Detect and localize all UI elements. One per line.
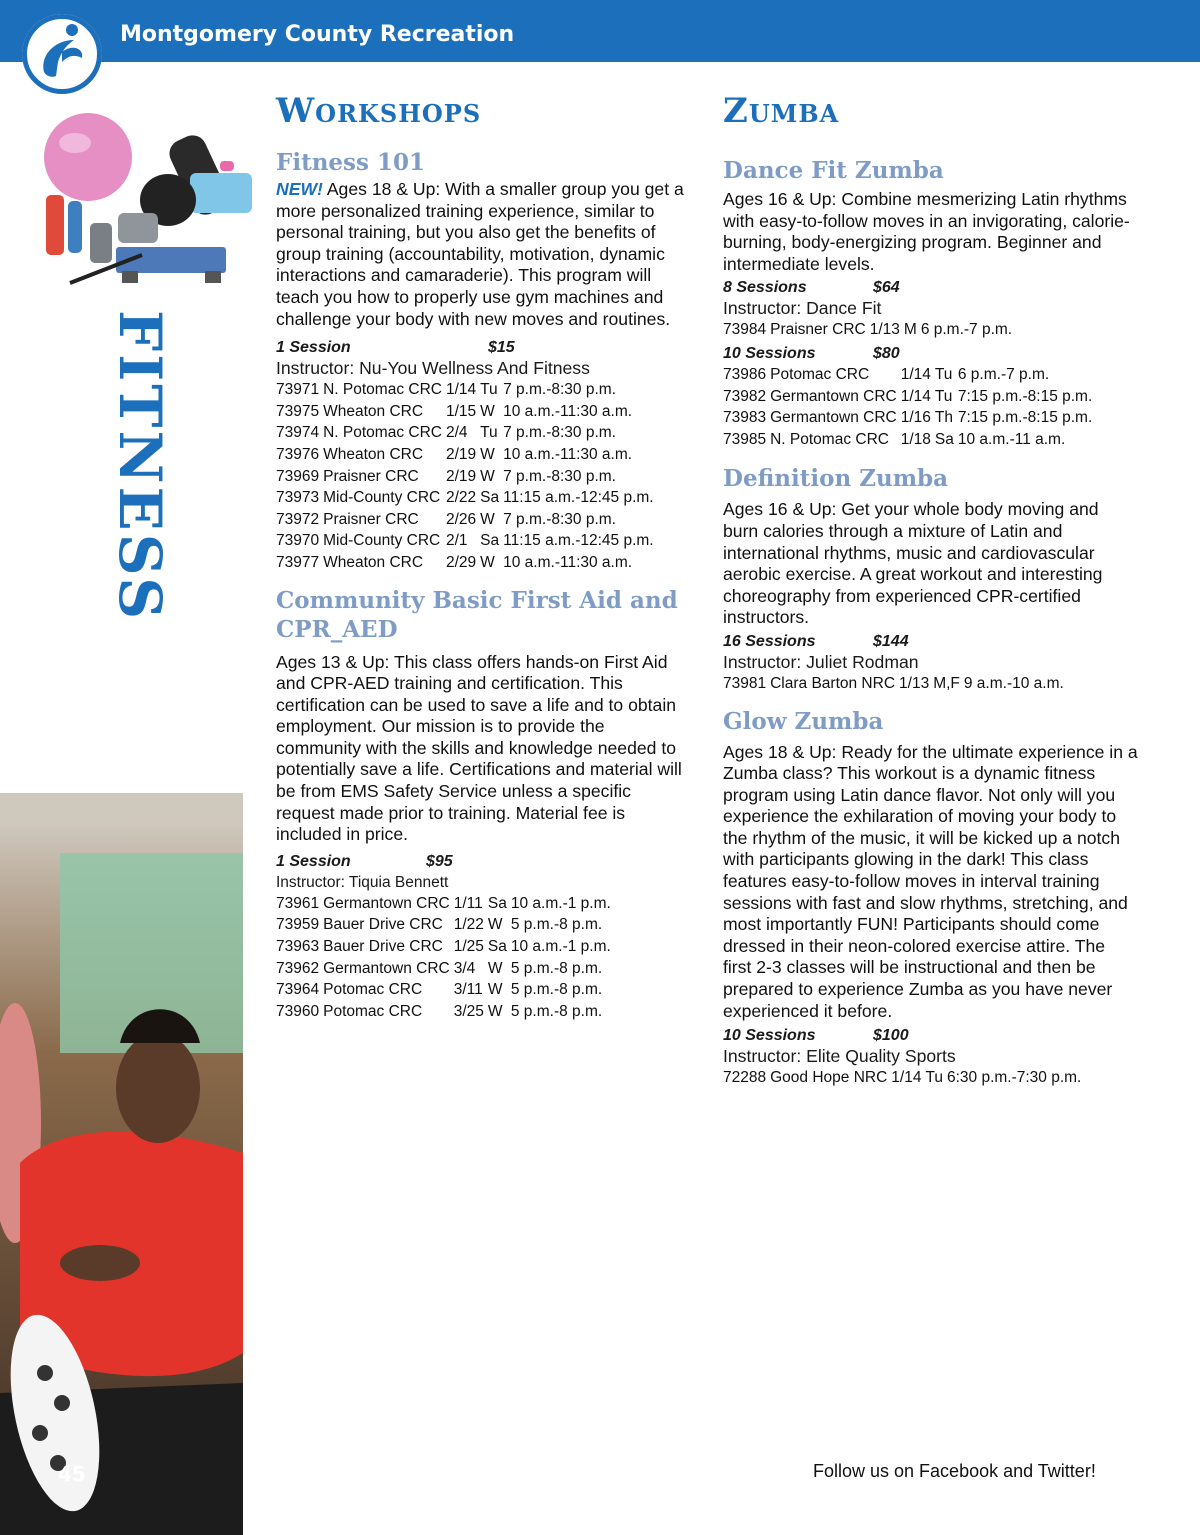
schedule-row xyxy=(723,1067,1085,1089)
class-day: W xyxy=(480,510,495,528)
class-day: M,F xyxy=(933,674,960,692)
fitness101-instructor: Instructor: Nu-You Wellness And Fitness xyxy=(276,358,590,379)
session-count: 10 Sessions xyxy=(723,344,816,362)
class-day: W xyxy=(487,959,503,977)
schedule-row xyxy=(276,914,615,936)
session-count: 8 Sessions xyxy=(723,279,807,297)
class-location: Potomac CRC xyxy=(323,1002,423,1020)
glow-session-info xyxy=(723,1026,1138,1046)
class-location: Mid-County CRC xyxy=(323,489,441,507)
class-date: 1/14 xyxy=(891,1069,922,1087)
class-location: N. Potomac CRC xyxy=(323,381,442,399)
definition-session-info xyxy=(723,632,1138,652)
dancefit-description: Ages 16 & Up: Combine mesmerizing Latin rhythms with easy-to-follow moves in an invigorating, calorie-burning, body-energizing program. Beginner and intermediate levels. xyxy=(723,189,1130,274)
class-date: 2/4 xyxy=(445,424,468,442)
class-code: 73981 xyxy=(723,674,767,692)
class-time: 6 p.m.-7 p.m. xyxy=(957,365,1050,383)
class-date: 1/15 xyxy=(445,402,477,420)
class-time: 6:30 p.m.-7:30 p.m. xyxy=(946,1069,1082,1087)
class-date: 1/13 xyxy=(899,674,930,692)
class-location: Germantown CRC xyxy=(323,894,450,912)
class-location: Potomac CRC xyxy=(770,365,870,383)
class-location: Wheaton CRC xyxy=(323,553,424,571)
class-day: W xyxy=(480,553,495,571)
session-count: 1 Session xyxy=(276,339,351,357)
schedule-row xyxy=(276,509,658,531)
fitness-equipment-image xyxy=(30,105,260,290)
class-day: Sa xyxy=(487,894,507,912)
firstaid-title: Community Basic First Aid and CPR_AED xyxy=(276,586,678,643)
session-price: $15 xyxy=(488,339,515,357)
schedule-row xyxy=(276,466,658,488)
class-code: 73964 xyxy=(276,981,320,999)
class-day: Th xyxy=(934,409,953,427)
schedule-row xyxy=(276,401,658,423)
session-price: $95 xyxy=(426,852,453,870)
class-time: 7 p.m.-8:30 p.m. xyxy=(503,381,616,399)
class-date: 3/25 xyxy=(453,1002,484,1020)
class-date: 3/11 xyxy=(453,981,483,999)
definition-description: Ages 16 & Up: Get your whole body moving and burn calories through a mixture of Latin and international rhythms, music and cardiovascular aerobic exercise. A great workout and interesting choreography from experienced CPR-certified instructors. xyxy=(723,499,1103,628)
class-day: Tu xyxy=(480,381,498,399)
schedule-row xyxy=(723,364,1096,386)
class-code: 73959 xyxy=(276,916,320,934)
class-time: 10 a.m.-1 p.m. xyxy=(510,894,611,912)
class-time: 9 a.m.-10 a.m. xyxy=(963,674,1064,692)
class-date: 2/19 xyxy=(445,467,477,485)
section-vertical-title xyxy=(100,310,180,623)
class-date: 2/1 xyxy=(445,532,468,550)
dancefit-schedule-table-2 xyxy=(723,364,1096,450)
athlete-stretching-photo xyxy=(0,793,243,1535)
class-date: 1/11 xyxy=(453,894,483,912)
class-location: N. Potomac CRC xyxy=(323,424,442,442)
session-price: $80 xyxy=(873,344,900,362)
org-name: Montgomery County Recreation xyxy=(120,22,515,47)
dancefit-session-info-1 xyxy=(723,278,1138,298)
class-code: 73986 xyxy=(723,365,767,383)
class-location: Bauer Drive CRC xyxy=(323,916,443,934)
class-date: 1/13 xyxy=(869,321,900,339)
class-code: 73961 xyxy=(276,894,320,912)
class-code: 73962 xyxy=(276,959,320,977)
schedule-row xyxy=(276,893,615,915)
workshops-column xyxy=(276,88,691,1022)
class-time: 7 p.m.-8:30 p.m. xyxy=(503,510,616,528)
firstaid-description: Ages 13 & Up: This class offers hands-on First Aid and CPR-AED training and certification. This certification can be used to save a life and to obtain employment. Our mission is to provide the community with the skills and knowledge needed to potentially save a life. Certifications and material will be from EMS Safety Service unless a specific request made prior to training. Material fee is included in price. xyxy=(276,651,682,845)
class-code: 73969 xyxy=(276,467,320,485)
class-day: W xyxy=(480,467,495,485)
class-code: 73984 xyxy=(723,321,767,339)
firstaid-instructor: Instructor: Tiquia Bennett xyxy=(276,873,449,891)
class-day: W xyxy=(487,1002,503,1020)
glow-title: Glow Zumba xyxy=(723,707,884,735)
class-location: Praisner CRC xyxy=(323,510,419,528)
class-time: 5 p.m.-8 p.m. xyxy=(510,981,603,999)
firstaid-schedule-table xyxy=(276,893,615,1023)
schedule-row xyxy=(276,379,658,401)
class-code: 73976 xyxy=(276,445,320,463)
schedule-row xyxy=(276,487,658,509)
class-location: Germantown CRC xyxy=(770,387,897,405)
class-location: N. Potomac CRC xyxy=(770,430,889,448)
class-code: 72288 xyxy=(723,1069,767,1087)
class-day: M xyxy=(903,321,917,339)
session-price: $64 xyxy=(873,279,900,297)
class-time: 7 p.m.-8:30 p.m. xyxy=(503,424,616,442)
definition-title: Definition Zumba xyxy=(723,465,949,493)
class-day: W xyxy=(480,402,495,420)
schedule-row xyxy=(276,936,615,958)
class-location: Germantown CRC xyxy=(770,409,897,427)
class-code: 73975 xyxy=(276,402,320,420)
class-time: 5 p.m.-8 p.m. xyxy=(510,1002,603,1020)
class-day: Sa xyxy=(934,430,954,448)
page-number: 45 xyxy=(58,1462,86,1486)
dancefit-schedule-table-1 xyxy=(723,319,1016,341)
class-date: 1/16 xyxy=(900,409,931,427)
class-code: 73970 xyxy=(276,532,320,550)
schedule-row xyxy=(276,1001,615,1023)
dancefit-session-info-2 xyxy=(723,344,1138,364)
class-location: Germantown CRC xyxy=(323,959,450,977)
class-time: 6 p.m.-7 p.m. xyxy=(920,321,1013,339)
class-time: 7 p.m.-8:30 p.m. xyxy=(503,467,616,485)
class-location: Good Hope NRC xyxy=(770,1069,888,1087)
class-day: W xyxy=(487,916,503,934)
class-code: 73985 xyxy=(723,430,767,448)
fitness101-session-info xyxy=(276,338,691,358)
class-code: 73963 xyxy=(276,938,320,956)
class-date: 2/22 xyxy=(445,489,477,507)
class-time: 10 a.m.-11:30 a.m. xyxy=(503,402,633,420)
class-code: 73983 xyxy=(723,409,767,427)
class-code: 73972 xyxy=(276,510,320,528)
class-time: 10 a.m.-11:30 a.m. xyxy=(503,553,633,571)
session-price: $100 xyxy=(873,1027,909,1045)
mcr-logo-icon xyxy=(22,14,102,94)
schedule-row xyxy=(723,429,1096,451)
session-count: 10 Sessions xyxy=(723,1027,816,1045)
class-day: Sa xyxy=(480,532,500,550)
zumba-title: Zumba xyxy=(723,91,840,131)
class-day: Tu xyxy=(925,1069,943,1087)
class-date: 1/14 xyxy=(900,365,931,383)
class-day: Sa xyxy=(480,489,500,507)
class-time: 7:15 p.m.-8:15 p.m. xyxy=(957,387,1093,405)
class-day: Tu xyxy=(934,365,953,383)
class-code: 73977 xyxy=(276,553,320,571)
dancefit-instructor: Instructor: Dance Fit xyxy=(723,298,882,319)
fitness101-title: Fitness 101 xyxy=(276,149,425,176)
schedule-row xyxy=(276,958,615,980)
fitness101-schedule-table xyxy=(276,379,658,573)
schedule-row xyxy=(723,673,1068,695)
class-location: Praisner CRC xyxy=(323,467,419,485)
class-location: Praisner CRC xyxy=(770,321,866,339)
class-code: 73971 xyxy=(276,381,320,399)
class-day: Tu xyxy=(480,424,498,442)
class-time: 11:15 a.m.-12:45 p.m. xyxy=(503,532,654,550)
class-date: 2/29 xyxy=(445,553,477,571)
header-bar xyxy=(0,0,1200,62)
schedule-row xyxy=(276,444,658,466)
definition-instructor: Instructor: Juliet Rodman xyxy=(723,651,919,672)
class-date: 1/22 xyxy=(453,916,484,934)
class-code: 73960 xyxy=(276,1002,320,1020)
class-code: 73982 xyxy=(723,387,767,405)
class-date: 1/14 xyxy=(900,387,931,405)
class-time: 7:15 p.m.-8:15 p.m. xyxy=(957,409,1093,427)
class-time: 5 p.m.-8 p.m. xyxy=(510,959,603,977)
class-location: Wheaton CRC xyxy=(323,445,424,463)
schedule-row xyxy=(723,386,1096,408)
class-time: 10 a.m.-11:30 a.m. xyxy=(503,445,633,463)
class-time: 5 p.m.-8 p.m. xyxy=(510,916,603,934)
class-code: 73974 xyxy=(276,424,320,442)
class-day: Tu xyxy=(934,387,953,405)
social-follow-text: Follow us on Facebook and Twitter! xyxy=(813,1461,1096,1481)
class-day: W xyxy=(480,445,495,463)
class-date: 1/25 xyxy=(453,938,484,956)
class-time: 10 a.m.-11 a.m. xyxy=(957,430,1066,448)
workshops-title: Workshops xyxy=(276,91,482,131)
schedule-row xyxy=(276,979,615,1001)
class-date: 1/18 xyxy=(900,430,931,448)
fitness101-description-text: Ages 18 & Up: With a smaller group you get a more personalized training experience, similar to personal training, but you also get the benefits of group training (accountability, motivation, dynamic interactions and camaraderie). This program will teach you how to properly use gym machines and challenge your body with new moves and routines. xyxy=(276,179,684,329)
glow-schedule-table xyxy=(723,1067,1085,1089)
session-price: $144 xyxy=(873,632,909,650)
class-date: 1/14 xyxy=(445,381,477,399)
class-date: 3/4 xyxy=(453,959,476,977)
class-day: W xyxy=(487,981,503,999)
class-time: 10 a.m.-1 p.m. xyxy=(510,938,611,956)
class-location: Clara Barton NRC xyxy=(770,674,896,692)
schedule-row xyxy=(723,407,1096,429)
class-time: 11:15 a.m.-12:45 p.m. xyxy=(503,489,654,507)
class-date: 2/26 xyxy=(445,510,477,528)
class-location: Bauer Drive CRC xyxy=(323,938,443,956)
glow-instructor: Instructor: Elite Quality Sports xyxy=(723,1046,956,1067)
session-count: 16 Sessions xyxy=(723,632,816,650)
glow-description: Ages 18 & Up: Ready for the ultimate experience in a Zumba class? This workout is a dynamic fitness program using Latin dance flavor. Not only will you experience the exhilaration of moving your body to the rhythm of the music, it will be kicked up a notch with participants glowing in the dark! This class features easy-to-follow moves in interval training sessions with fast and slow rhythms, stretching, and most importantly FUN! Participants should come dressed in their neon-colored exercise attire. The first 2-3 classes will be instructional and then be prepared to experience Zumba as you have never experienced it before. xyxy=(723,741,1138,1021)
schedule-row xyxy=(723,319,1016,341)
zumba-column xyxy=(723,88,1138,1089)
schedule-row xyxy=(276,552,658,574)
class-location: Mid-County CRC xyxy=(323,532,441,550)
class-day: Sa xyxy=(487,938,507,956)
schedule-row xyxy=(276,530,658,552)
session-count: 1 Session xyxy=(276,852,351,870)
firstaid-session-info xyxy=(276,852,691,872)
definition-schedule-table xyxy=(723,673,1068,695)
class-date: 2/19 xyxy=(445,445,477,463)
schedule-row xyxy=(276,422,658,444)
class-location: Wheaton CRC xyxy=(323,402,424,420)
new-badge: NEW! xyxy=(276,179,323,199)
dancefit-title: Dance Fit Zumba xyxy=(723,157,944,184)
class-location: Potomac CRC xyxy=(323,981,423,999)
fitness101-description xyxy=(276,179,691,330)
class-code: 73973 xyxy=(276,489,320,507)
vertical-title-text: FITNESS xyxy=(106,310,174,623)
